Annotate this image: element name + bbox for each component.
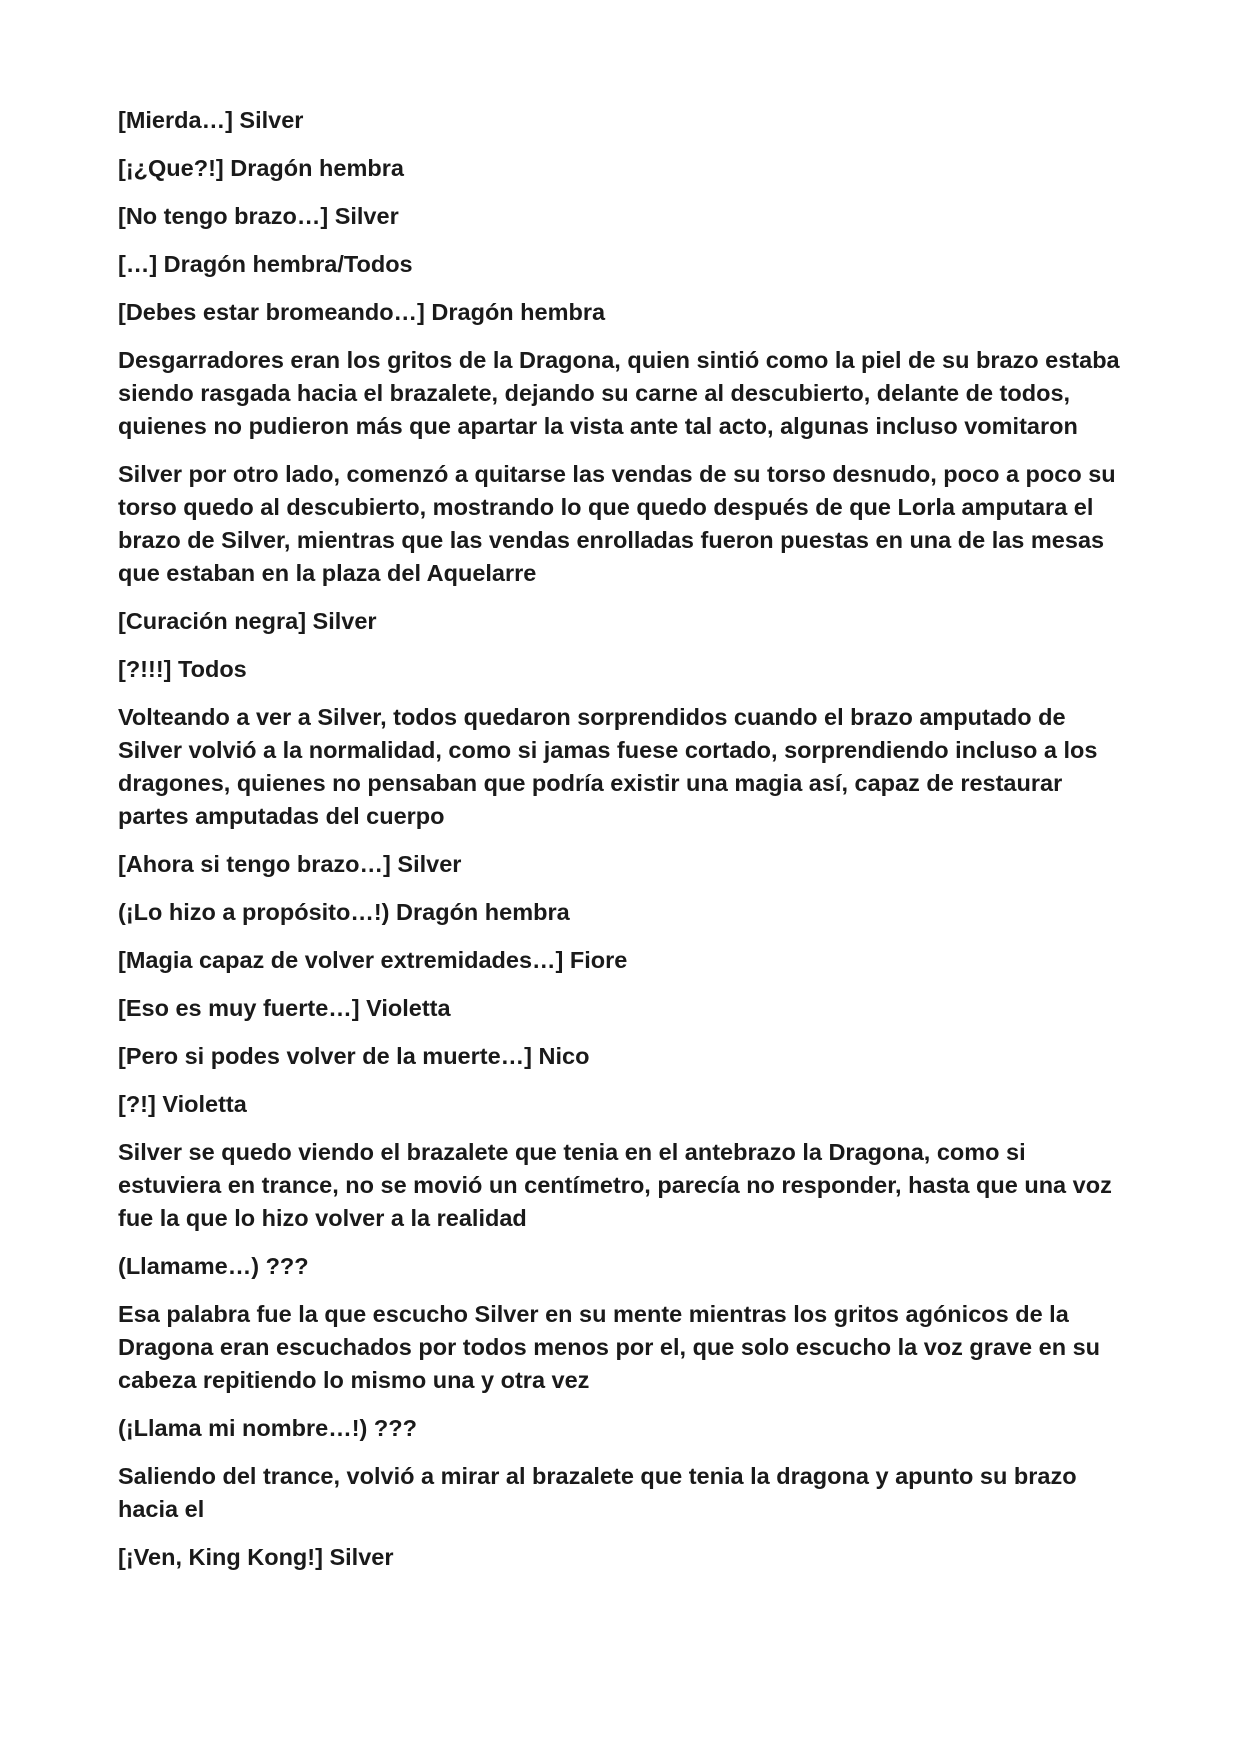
narrative-paragraph: Silver se quedo viendo el brazalete que tenia en el antebrazo la Dragona, como si estuviera en trance, no se movió un centímetro, parecía no responder, hasta que una voz fue la que lo hizo volver a la realidad — [118, 1139, 1112, 1231]
dialogue-line: [¡Ven, King Kong!] Silver — [118, 1544, 394, 1570]
dialogue-line: [Magia capaz de volver extremidades…] Fiore — [118, 947, 628, 973]
dialogue-line: (¡Llama mi nombre…!) ??? — [118, 1415, 417, 1441]
dialogue-line: [No tengo brazo…] Silver — [118, 203, 399, 229]
dialogue-line: [Mierda…] Silver — [118, 107, 304, 133]
narrative-paragraph: Saliendo del trance, volvió a mirar al brazalete que tenia la dragona y apunto su brazo hacia el — [118, 1463, 1077, 1522]
dialogue-line: [Pero si podes volver de la muerte…] Nico — [118, 1043, 590, 1069]
narrative-paragraph: Esa palabra fue la que escucho Silver en su mente mientras los gritos agónicos de la Dragona eran escuchados por todos menos por el, que solo escucho la voz grave en su cabeza repitiendo lo mismo una y otra vez — [118, 1301, 1101, 1393]
narrative-paragraph: Volteando a ver a Silver, todos quedaron sorprendidos cuando el brazo amputado de Silver volvió a la normalidad, como si jamas fuese cortado, sorprendiendo incluso a los dragones, quienes no pensaban que podría existir una magia así, capaz de restaurar partes amputadas del cuerpo — [118, 704, 1098, 829]
dialogue-line: [Ahora si tengo brazo…] Silver — [118, 851, 462, 877]
dialogue-line: [Curación negra] Silver — [118, 608, 377, 634]
dialogue-line: […] Dragón hembra/Todos — [118, 251, 413, 277]
narrative-paragraph: Silver por otro lado, comenzó a quitarse las vendas de su torso desnudo, poco a poco su torso quedo al descubierto, mostrando lo que quedo después de que Lorla amputara el brazo de Silver, mientras que las vendas enrolladas fueron puestas en una de las mesas que estaban en la plaza del Aquelarre — [118, 461, 1116, 586]
document-page — [118, 104, 1128, 1589]
dialogue-line: [?!!!] Todos — [118, 656, 247, 682]
dialogue-line: [¡¿Que?!] Dragón hembra — [118, 155, 404, 181]
narrative-paragraph: Desgarradores eran los gritos de la Dragona, quien sintió como la piel de su brazo estaba siendo rasgada hacia el brazalete, dejando su carne al descubierto, delante de todos, quienes no pudieron más que apartar la vista ante tal acto, algunas incluso vomitaron — [118, 347, 1120, 439]
dialogue-line: (¡Lo hizo a propósito…!) Dragón hembra — [118, 899, 570, 925]
dialogue-line: [Eso es muy fuerte…] Violetta — [118, 995, 451, 1021]
dialogue-line: (Llamame…) ??? — [118, 1253, 309, 1279]
dialogue-line: [Debes estar bromeando…] Dragón hembra — [118, 299, 606, 325]
dialogue-line: [?!] Violetta — [118, 1091, 247, 1117]
